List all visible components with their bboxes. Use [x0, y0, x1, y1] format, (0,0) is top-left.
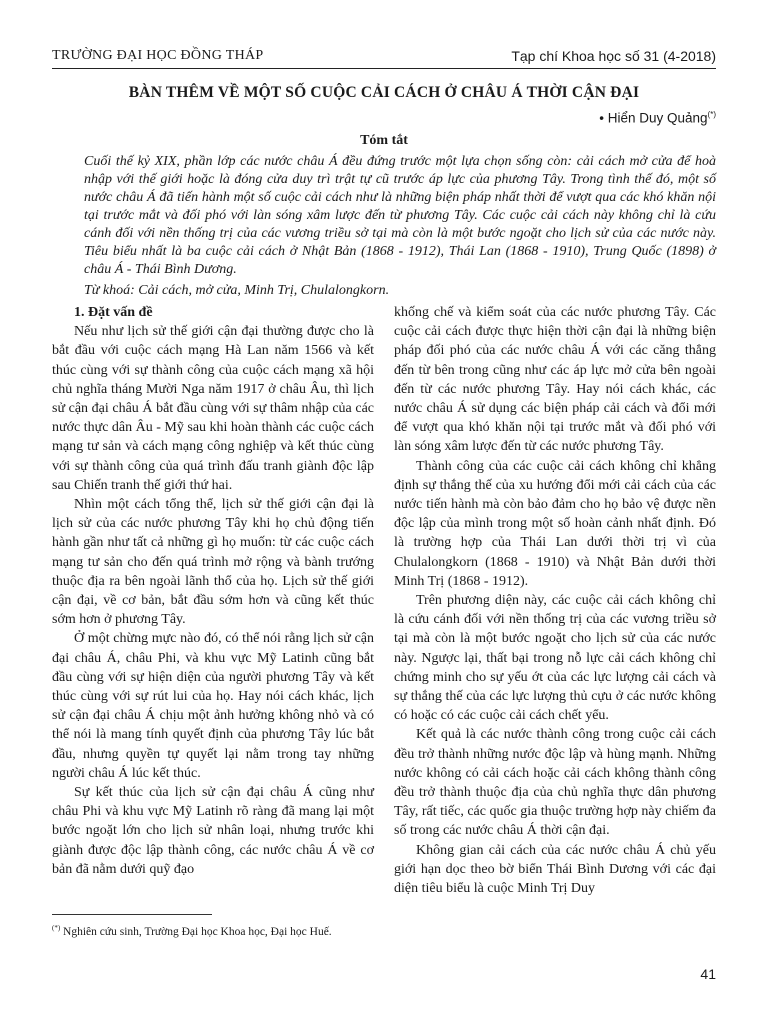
- journal-issue: Tạp chí Khoa học số 31 (4-2018): [511, 48, 716, 64]
- author-footnote-mark: (*): [707, 110, 716, 119]
- paragraph: Thành công của các cuộc cải cách không chỉ khẳng định sự thắng thế của xu hướng đổi mới cải cách của các nước tiến hành mà còn bảo đảm cho họ bảo vệ được nền độc lập của mình trong một số hoàn cảnh nhất định. Đó là trường hợp của Thái Lan dưới thời trị vì của Chulalongkorn (1868 - 1910) và Nhật Bản dưới thời Minh Trị (1868 - 1912).: [394, 458, 716, 589]
- paragraph: Trên phương diện này, các cuộc cải cách không chỉ là cứu cánh đối với nền thống trị của các vương triều sở tại mà còn là một bước ngoặt cho lịch sử của các nước này. Ngược lại, thất bại trong nỗ lực cải cách không chỉ chứng minh cho sự yếu ớt của các lực lượng cải cách và sự thắng thế của các lực lượng thủ cựu ở các nước không có hoặc có các cuộc cải cách chết yểu.: [394, 593, 716, 724]
- paragraph: Nhìn một cách tổng thể, lịch sử thế giới cận đại là lịch sử của các nước phương Tây khi họ chủ động tiến hành gần như tất cả những gì họ muốn: từ các cuộc cách mạng tư sản cho đến quá trình mở rộng và bành trướng thuộc địa ra bên ngoài lãnh thổ của họ. Lịch sử thế giới cận đại, về cơ bản, bắt đầu sớm hơn và cũng kết thúc sớm hơn ở phương Tây.: [52, 497, 374, 628]
- author-bullet: •: [599, 110, 604, 126]
- author-line: [599, 110, 716, 126]
- paragraph: Nếu như lịch sử thế giới cận đại thường được cho là bắt đầu với cuộc cách mạng Hà Lan năm 1566 và kết thúc cùng với sự thành công của cuộc cách mạng xã hội chủ nghĩa tháng Mười Nga năm 1917 ở châu Âu, thì lịch sử cận đại châu Á bắt đầu cùng với sự thâm nhập của các nước thực dân Âu - Mỹ sau khi hoàn thành các cuộc cách mạng tư sản và cách mạng công nghiệp và kết thúc cùng với sự thành công của quá trình đấu tranh giành độc lập sau Chiến tranh thế giới thứ hai.: [52, 324, 374, 493]
- article-title: BÀN THÊM VỀ MỘT SỐ CUỘC CẢI CÁCH Ở CHÂU Á THỜI CẬN ĐẠI: [128, 84, 640, 101]
- journal-institution: TRƯỜNG ĐẠI HỌC ĐỒNG THÁP: [52, 48, 264, 63]
- paragraph: Sự kết thúc của lịch sử cận đại châu Á cũng như châu Phi và khu vực Mỹ Latinh rõ ràng đã mang lại một bước ngoặt lớn cho lịch sử nhân loại, nhưng trước khi giành được độc lập thành công, các nước châu Á về cơ bản đã nằm dưới quỹ đạo: [52, 785, 374, 877]
- page-number: 41: [700, 966, 716, 982]
- paragraph: Kết quả là các nước thành công trong cuộc cải cách đều trở thành những nước độc lập và hùng mạnh. Những nước không có cải cách hoặc cải cách không thành công đều trở thành thuộc địa của chủ nghĩa thực dân phương Tây, rất tiếc, các quốc gia thuộc trường hợp này chiếm đa số trong các nước châu Á thời cận đại.: [394, 727, 716, 839]
- footnote-mark: (*): [52, 924, 61, 932]
- footnote-divider: [52, 914, 212, 915]
- abstract-text: Cuối thế kỷ XIX, phần lớp các nước châu Á đều đứng trước một lựa chọn sống còn: cải cách mở cửa để hoà nhập với thế giới hoặc là đóng cửa duy trì trật tự cũ trước áp lực của phương Tây. Trong tình thế đó, một số nước châu Á đã tiến hành một số cuộc cải cách như là những biện pháp nhất thời để vượt qua các khó khăn nội tại trước mắt và đối phó với làn sóng xâm lược đến từ phương Tây. Các cuộc cải cách này không chỉ là cứu cánh đối với nền thống trị của các vương triều sở tại mà còn là một bước ngoặt cho lịch sử của các nước này. Tiêu biểu nhất là ba cuộc cải cách ở Nhật Bản (1868 - 1912), Thái Lan (1868 - 1910), Trung Quốc (1898) ở châu Á - Thái Bình Dương.: [84, 154, 716, 277]
- paragraph: Ở một chừng mực nào đó, có thể nói rằng lịch sử cận đại châu Á, châu Phi, và khu vực Mỹ Latinh cũng bắt đầu cùng với sự hiện diện của người phương Tây và kết thúc cùng với sự rút lui của họ. Hay nói cách khác, lịch sử cận đại châu Á chịu một ảnh hưởng không nhỏ và có thể nói là mang tính quyết định của phương Tây lúc bắt đầu, nhưng quyền tự quyết lại nằm trong tay những người châu Á lúc kết thúc.: [52, 631, 374, 781]
- right-column: [394, 303, 716, 898]
- running-header: [52, 46, 716, 69]
- keywords: Từ khoá: Cải cách, mở cửa, Minh Trị, Chulalongkorn.: [84, 283, 390, 298]
- author-name: Hiển Duy Quảng: [607, 110, 708, 126]
- summary-heading: Tóm tắt: [360, 133, 408, 148]
- paragraph: Không gian cải cách của các nước châu Á chủ yếu giới hạn dọc theo bờ biển Thái Bình Dương với các đại diện tiêu biểu là cuộc Minh Trị Duy: [394, 842, 716, 897]
- paragraph-continued: khống chế và kiểm soát của các nước phương Tây. Các cuộc cải cách được thực hiện thời cận đại là những biện pháp đối phó của các nước châu Á với các căng thẳng đến từ bên trong cũng như các áp lực mở cửa bên ngoài đến từ các nước phương Tây. Hay nói cách khác, các nước châu Á sử dụng các biện pháp cải cách và đổi mới để vượt qua khó khăn nội tại trước mắt và đối phó với làn sóng xâm lược đến từ các nước phương Tây.: [394, 305, 716, 455]
- left-column: [52, 303, 374, 879]
- footnote-text: Nghiên cứu sinh, Trường Đại học Khoa học, Đại học Huế.: [63, 925, 332, 938]
- footnote: [52, 924, 382, 938]
- section-heading: 1. Đặt vấn đề: [74, 305, 153, 320]
